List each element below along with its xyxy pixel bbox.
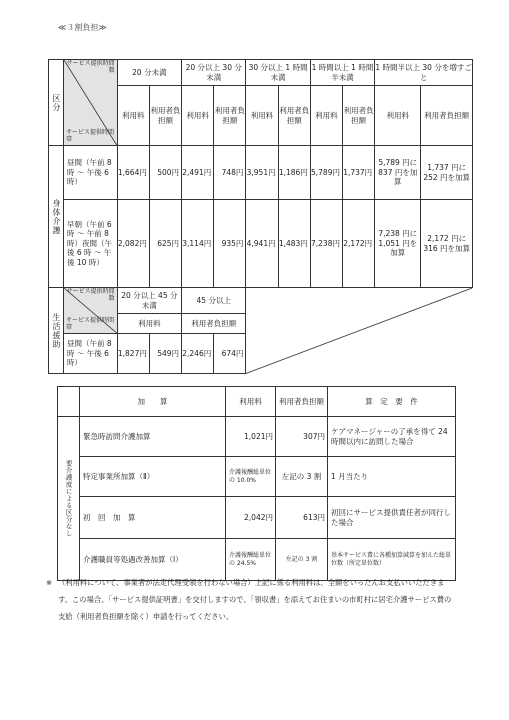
addition-fee: 2,042円 — [226, 497, 276, 539]
addition-burden: 307円 — [276, 417, 328, 457]
footnote-mark: ※ — [46, 578, 53, 587]
burden-subheader: 利用者負担額 — [421, 86, 473, 146]
body-care-label-cell — [49, 146, 64, 288]
table-cell: 1,827円 — [117, 334, 149, 374]
table-cell: 1,664円 — [117, 146, 149, 200]
empty-area — [246, 288, 473, 374]
corner-time-label: サービス提供時間数 — [66, 60, 115, 74]
fee-subheader: 利用料 — [117, 86, 149, 146]
addition-burden: 左記の 3 割 — [276, 539, 328, 581]
life-range-header-2: 45 分以上 — [182, 288, 246, 314]
corner-period-label: サービス提供時間帯 — [66, 129, 115, 144]
life-burden-subheader: 利用者負担額 — [182, 314, 246, 334]
addition-requirement: ケアマネージャーの了承を得て 24 時間以内に訪問した場合 — [328, 417, 456, 457]
category-label: 区分 — [52, 93, 61, 112]
fee-subheader: 利用料 — [375, 86, 421, 146]
addition-name: 特定事業所加算（Ⅱ） — [80, 457, 226, 497]
category-label-cell — [49, 60, 64, 146]
section-heading: ≪３割負担≫ — [58, 23, 107, 32]
addition-name: 介護職員等処遇改善加算（Ⅰ） — [80, 539, 226, 581]
row-label-daytime: 昼間（午前 8 時 〜 午後 6 時） — [64, 146, 118, 200]
table-cell: 1,186円 — [278, 146, 310, 200]
table-cell: 5,789円 — [310, 146, 342, 200]
corner-cell — [64, 60, 118, 146]
table-cell: 4,941円 — [246, 200, 278, 288]
fee-subheader: 利用料 — [246, 86, 278, 146]
table-cell: 1,737円 — [342, 146, 374, 200]
service-fee-table — [48, 59, 473, 374]
footnote-text: （利用料について、事業者が法定代理受領を行わない場合）上記に係る利用料は、全額をいったんお支払いいただきます。この場合、「サービス提供証明書」を交付しますので、「領収書」を添えてお住まいの市町村に居宅介護サービス費の支給（利用者負担額を除く）申請を行ってください。 — [58, 578, 452, 621]
table-cell: 748円 — [214, 146, 246, 200]
life-corner-cell — [64, 288, 118, 334]
addition-name: 緊急時訪問介護加算 — [80, 417, 226, 457]
table-cell: 7,238 円に 1,051 円を加算 — [375, 200, 421, 288]
addition-fee: 1,021円 — [226, 417, 276, 457]
header-burden: 利用者負担額 — [276, 387, 328, 417]
range-header-5: 1 時間半以上 30 分を増すごと — [375, 60, 473, 86]
addition-requirement: 1 月当たり — [328, 457, 456, 497]
addition-fee: 介護報酬総単位の 24.5% — [226, 539, 276, 581]
table-cell: 3,114円 — [182, 200, 214, 288]
burden-subheader: 利用者負担額 — [149, 86, 181, 146]
table-cell: 5,789 円に 837 円を加算 — [375, 146, 421, 200]
footnote — [46, 574, 458, 625]
range-header-2: 20 分以上 30 分未満 — [182, 60, 246, 86]
burden-subheader: 利用者負担額 — [214, 86, 246, 146]
life-fee-subheader: 利用料 — [117, 314, 181, 334]
life-row-label: 昼間（午前 8 時 〜 午後 6 時） — [64, 334, 118, 374]
life-support-label-cell — [49, 288, 64, 374]
burden-subheader: 利用者負担額 — [342, 86, 374, 146]
addition-burden: 613円 — [276, 497, 328, 539]
body-care-label: 身体介護 — [52, 198, 61, 235]
row-label-early-night: 早朝（午前 6 時 〜 午前 8 時）夜間（午後 6 時 〜 午後 10 時） — [64, 200, 118, 288]
side-label-cell — [58, 417, 80, 581]
table-cell: 1,483円 — [278, 200, 310, 288]
table-cell: 549円 — [149, 334, 181, 374]
header-requirement: 算 定 要 件 — [328, 387, 456, 417]
table-cell: 625円 — [149, 200, 181, 288]
table-cell: 2,491円 — [182, 146, 214, 200]
addition-burden: 左記の 3 割 — [276, 457, 328, 497]
table-cell: 2,246円 — [182, 334, 214, 374]
header-blank — [58, 387, 80, 417]
addition-requirement: 基本サービス費に各種加算減算を加えた総単位数（所定単位数） — [328, 539, 456, 581]
addition-requirement: 初回にサービス提供責任者が同行した場合 — [328, 497, 456, 539]
table-cell: 500円 — [149, 146, 181, 200]
range-header-1: 20 分未満 — [117, 60, 181, 86]
header-item: 加 算 — [80, 387, 226, 417]
table-cell: 1,737 円に 252 円を加算 — [421, 146, 473, 200]
fee-subheader: 利用料 — [182, 86, 214, 146]
fee-subheader: 利用料 — [310, 86, 342, 146]
table-cell: 3,951円 — [246, 146, 278, 200]
side-label: 要介護度による区分なし — [64, 460, 73, 537]
addition-name: 初 回 加 算 — [80, 497, 226, 539]
range-header-3: 30 分以上 1 時間未満 — [246, 60, 310, 86]
life-range-header-1: 20 分以上 45 分未満 — [117, 288, 181, 314]
life-support-label: 生活援助 — [52, 312, 61, 349]
diagonal-line — [246, 288, 472, 374]
header-fee: 利用料 — [226, 387, 276, 417]
life-corner-period-label: サービス提供時間帯 — [66, 317, 115, 332]
range-header-4: 1 時間以上 1 時間半未満 — [310, 60, 374, 86]
table-cell: 7,238円 — [310, 200, 342, 288]
additional-fee-table — [57, 386, 456, 581]
table-cell: 2,172円 — [342, 200, 374, 288]
table-cell: 674円 — [214, 334, 246, 374]
table-cell: 2,082円 — [117, 200, 149, 288]
life-corner-time-label: サービス提供時間数 — [66, 288, 115, 302]
table-cell: 2,172 円に 316 円を加算 — [421, 200, 473, 288]
addition-fee: 介護報酬総単位の 10.0% — [226, 457, 276, 497]
table-cell: 935円 — [214, 200, 246, 288]
burden-subheader: 利用者負担額 — [278, 86, 310, 146]
